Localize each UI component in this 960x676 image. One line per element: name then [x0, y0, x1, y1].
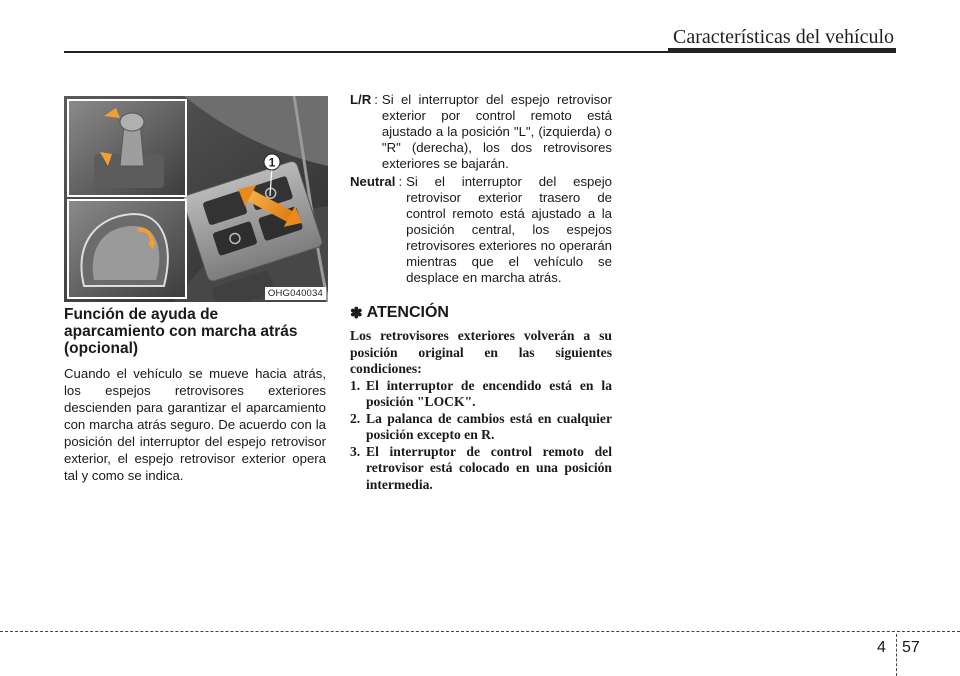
definition-term: L/R [350, 92, 372, 107]
left-column [64, 306, 326, 484]
list-item-number: 3. [350, 443, 361, 459]
definition-lr [350, 92, 612, 172]
list-item [350, 444, 612, 494]
section-body: Cuando el vehículo se mueve hacia atrás, los espejos retrovisores exteriores descienden para garantizar el aparcamiento con marcha atrás seguro. De acuerdo con la posición del interruptor del espejo retrovisor exterior, el espejo retrovisor exterior opera tal y como se indica. [64, 366, 326, 483]
list-item-text: El interruptor de control remoto del retrovisor está colocado en una posición intermedia. [366, 443, 612, 492]
list-item [350, 411, 612, 444]
right-column [350, 92, 612, 493]
header-rule-accent [668, 48, 896, 53]
mirror-switch-illustration [64, 96, 328, 302]
caution-mark-icon: ✽ [350, 305, 363, 322]
footer-separator [896, 634, 897, 676]
definition-description: Si el interruptor del espejo retrovisor exterior trasero de control remoto está ajustado a la posición central, los espejos retrovisores exteriores no operarán mientras que el vehículo se desplace en marcha atrás. [406, 174, 612, 285]
footer-rule [0, 631, 960, 632]
list-item-text: El interruptor de encendido está en la posición "LOCK". [366, 377, 612, 409]
illustration-drawing [64, 96, 328, 302]
list-item-number: 1. [350, 377, 361, 393]
list-item [350, 378, 612, 411]
page-number: 57 [902, 639, 920, 656]
definition-description: Si el interruptor del espejo retrovisor exterior por control remoto está ajustado a la posición "L", (izquierda) o "R" (derecha), los dos retrovisores exteriores se bajarán. [381, 92, 612, 171]
header-rule [64, 51, 668, 53]
definition-separator: : [398, 174, 403, 189]
list-item-number: 2. [350, 410, 361, 426]
caution-title: ATENCIÓN [366, 304, 449, 321]
caution-heading [350, 304, 612, 322]
definition-neutral [350, 174, 612, 286]
list-item-text: La palanca de cambios está en cualquier posición excepto en R. [366, 410, 612, 442]
caution-list [350, 378, 612, 494]
caution-intro: Los retrovisores exteriores volverán a su posición original en las siguientes condiciones: [350, 328, 612, 376]
running-header-title: Características del vehículo [672, 26, 894, 48]
definition-term: Neutral [350, 174, 396, 189]
section-heading: Función de ayuda de aparcamiento con marcha atrás (opcional) [64, 306, 298, 357]
chapter-number: 4 [877, 639, 886, 656]
figure-code: OHG040034 [265, 287, 326, 300]
callout-number: 1 [268, 155, 276, 170]
definition-separator: : [374, 92, 378, 107]
